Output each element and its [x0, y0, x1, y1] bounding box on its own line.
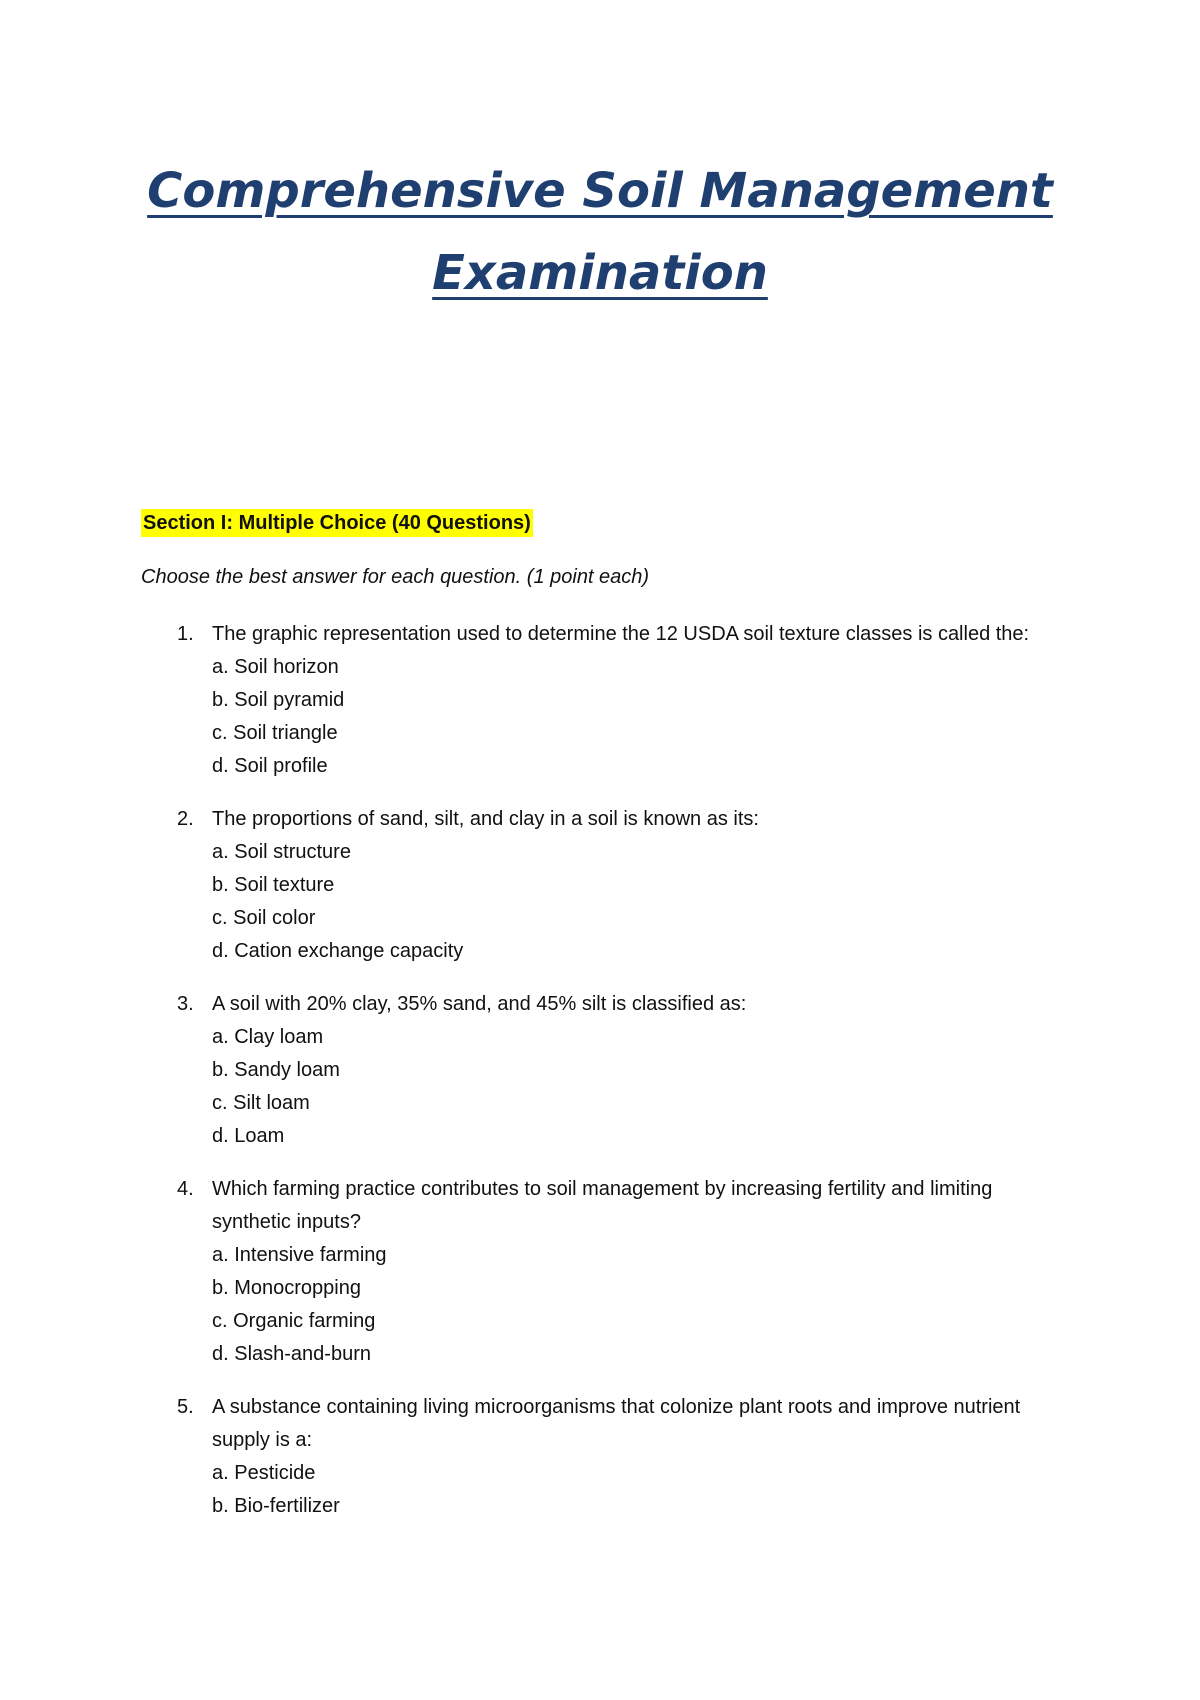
question-number: 3.: [177, 993, 194, 1015]
instructions: Choose the best answer for each question. (1 point each): [141, 566, 650, 588]
answer-option-c: c. Soil triangle: [212, 722, 338, 744]
question-text: A soil with 20% clay, 35% sand, and 45% silt is classified as:: [212, 993, 747, 1015]
question-1: [0, 618, 1200, 783]
question-text: A substance containing living microorganisms that colonize plant roots and improve nutrient supply is a:: [212, 1396, 1021, 1451]
answer-option-d: d. Loam: [212, 1125, 285, 1147]
title-line-1: Comprehensive Soil Management: [147, 163, 1053, 219]
answer-option-c: c. Silt loam: [212, 1092, 310, 1114]
answer-option-b: b. Bio-fertilizer: [212, 1495, 340, 1517]
answer-option-b: b. Monocropping: [212, 1277, 361, 1299]
exam-title: [0, 150, 1200, 314]
answer-options: [212, 651, 1200, 783]
answer-option-b: b. Soil pyramid: [212, 689, 345, 711]
question-text: The proportions of sand, silt, and clay in a soil is known as its:: [212, 808, 759, 830]
answer-option-c: c. Soil color: [212, 907, 316, 929]
question-list: [0, 618, 1200, 1543]
question-5: [0, 1391, 1200, 1523]
question-text: The graphic representation used to determine the 12 USDA soil texture classes is called the:: [212, 623, 1030, 645]
answer-option-a: a. Intensive farming: [212, 1244, 387, 1266]
answer-option-d: d. Slash-and-burn: [212, 1343, 371, 1365]
question-number: 2.: [177, 808, 194, 830]
question-number: 5.: [177, 1396, 194, 1418]
question-number: 1.: [177, 623, 194, 645]
answer-option-d: d. Cation exchange capacity: [212, 940, 464, 962]
answer-option-a: a. Soil horizon: [212, 656, 339, 678]
question-3: [0, 988, 1200, 1153]
answer-options: [212, 1021, 1200, 1153]
answer-option-a: a. Soil structure: [212, 841, 351, 863]
question-2: [0, 803, 1200, 968]
title-line-2: Examination: [432, 245, 768, 301]
answer-option-b: b. Sandy loam: [212, 1059, 340, 1081]
question-text: Which farming practice contributes to soil management by increasing fertility and limiting synthetic inputs?: [212, 1178, 993, 1233]
answer-option-c: c. Organic farming: [212, 1310, 376, 1332]
answer-option-a: a. Pesticide: [212, 1462, 316, 1484]
question-number: 4.: [177, 1178, 194, 1200]
answer-options: [212, 836, 1200, 968]
answer-options: [212, 1457, 1200, 1523]
question-4: [0, 1173, 1200, 1371]
answer-option-d: d. Soil profile: [212, 755, 328, 777]
section-heading: Section I: Multiple Choice (40 Questions): [141, 509, 533, 537]
answer-option-a: a. Clay loam: [212, 1026, 324, 1048]
answer-option-b: b. Soil texture: [212, 874, 335, 896]
answer-options: [212, 1239, 1200, 1371]
